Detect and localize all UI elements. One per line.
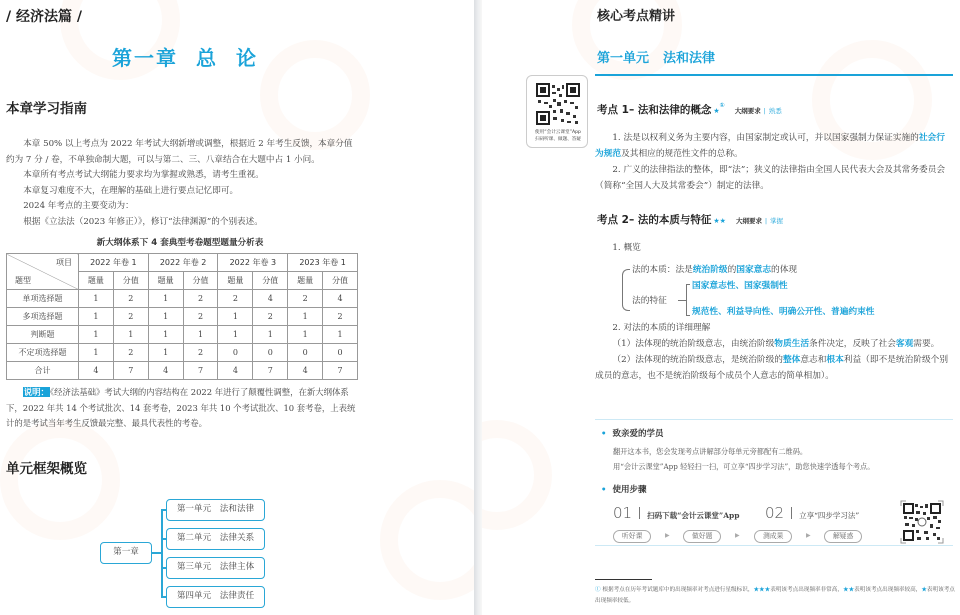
pill-listen[interactable]: 听好课 (613, 530, 651, 543)
arrow-right-icon: ▶ (806, 532, 811, 539)
kp2-heading: 考点 2– 法的本质与特征 ★★ 大纲要求 | 掌握 (597, 214, 783, 226)
table-row: 多项选择题 1 2 1 2 1 2 1 2 (7, 308, 358, 326)
kp1-paragraph-2: 2. 广义的法律指法的整体，即“法”；狭义的法律指由全国人民代表大会及其常务委员会（简称“全国人大及其常委会”）制定的法律。 (595, 165, 946, 191)
kp2-overview-label: 1. 概览 (612, 243, 641, 253)
kp1-body (595, 130, 953, 194)
guide-text (6, 137, 360, 231)
features-label: 法的特征 (632, 296, 667, 306)
note-text: 《经济法基础》考试大纲的内容结构在 2022 年进行了颠覆性调整，在新大纲体系下，2022 年共 14 个考试批次、14 套考卷，2023 年共 10 个考试批次、10 套考卷，上表统计的是考试当年考生反馈最完整、最具代表性的考卷。 (6, 387, 356, 428)
table-row: 判断题 1 1 1 1 1 1 1 1 (7, 326, 358, 344)
pill-practice[interactable]: 做好题 (683, 530, 721, 543)
group-header: 2022 年卷 3 (218, 254, 288, 272)
subheader-count: 题量 (148, 272, 183, 290)
chapter-name-char1: 总 (196, 46, 218, 70)
mindmap-unit-4[interactable]: 第四单元 法律责任 (166, 586, 265, 608)
guide-paragraph: 2024 年考点的主要变动为： (23, 201, 134, 212)
kp1-title: 考点 1– 法和法律的概念 (597, 104, 712, 116)
detail-paragraph-2: （2）法体现的统治阶级意志，是统治阶级的整体意志和根本利益（即不是统治阶级个别成员的意志，也不是统治阶级每个成员个人意志的简单相加）。 (595, 355, 949, 381)
chapter-title (112, 42, 276, 71)
star-icon: ★★ (713, 217, 726, 225)
subheader-count: 题量 (288, 272, 323, 290)
footnote-ref[interactable]: ① (719, 102, 725, 109)
step-2: 02 立享“四步学习法” (765, 504, 860, 522)
note-label: 说明： (23, 387, 49, 397)
subheader-score: 分值 (113, 272, 148, 290)
chapter-number: 第一章 (112, 46, 178, 70)
detail-paragraph-1: （1）法体现的统治阶级意志，由统治阶级物质生活条件决定，反映了社会客观需要。 (612, 339, 940, 349)
kp2-overview-tree (622, 255, 942, 317)
three-star-icon: ★★★ (753, 587, 771, 593)
pill-test[interactable]: 测成果 (754, 530, 792, 543)
syllabus-req-label: 大纲要求 (734, 107, 761, 115)
guide-paragraph: 本章复习难度不大，在理解的基础上进行要点记忆即可。 (23, 185, 239, 196)
feature-1: 国家意志性、国家强制性 (692, 281, 788, 291)
kp1-paragraph-1: 1. 法是以权利义务为主要内容，由国家制定或认可，并以国家强制力保证实施的社会行为规范及其相应的规范性文件的总称。 (595, 133, 945, 159)
syllabus-req-value: 掌握 (769, 217, 783, 225)
qr-code-icon[interactable] (535, 82, 581, 126)
table-corner-header: 项目 题型 (7, 254, 79, 290)
qr-caption: 使用“会计云课堂”App 扫码听课、做题、答疑 (535, 130, 581, 142)
guide-paragraph: 本章所有考点考试大纲能力要求均为掌握或熟悉，请考生重视。 (23, 170, 264, 181)
unit-number: 第一单元 (597, 51, 650, 66)
footnote-divider (595, 579, 652, 580)
step-1: 01 扫码下载“会计云课堂”App (613, 504, 740, 522)
mindmap-unit-2[interactable]: 第二单元 法律关系 (166, 528, 265, 550)
group-header: 2022 年卷 2 (148, 254, 218, 272)
arrow-right-icon: ▶ (735, 532, 740, 539)
section-breadcrumb: / 经济法篇 / (6, 9, 82, 25)
subheader-score: 分值 (253, 272, 288, 290)
study-heading-1: • 致亲爱的学员 (601, 427, 663, 439)
study-line-2: 用“会计云课堂”App 轻轻扫一扫，可立享“四步学习法”，助您快速学透每个考点。 (613, 462, 875, 471)
footnote: ① 根据考点在历年考试题库中的出现频率对考点进行星级标识，★★★表明该考点出现频率非常高，★★表明该考点出现频率较高，★表明该考点出现频率较低。 (595, 587, 955, 604)
arrow-right-icon: ▶ (665, 532, 670, 539)
table-caption: 新大纲体系下 4 套典型考卷题型题量分析表 (96, 238, 264, 248)
one-star-icon: ★ (921, 587, 927, 593)
feature-2: 规范性、利益导向性、明确公开性、普遍约束性 (692, 307, 875, 317)
pill-qa[interactable]: 解疑惑 (824, 530, 862, 543)
qr-card[interactable] (526, 75, 588, 148)
syllabus-req-label: 大纲要求 (735, 217, 762, 225)
right-page (482, 0, 960, 615)
syllabus-req-value: 熟悉 (768, 107, 782, 115)
unit-name: 法和法律 (663, 51, 716, 66)
table-note (6, 385, 360, 432)
footnote-mark: ① (595, 587, 601, 593)
kp2-title: 考点 2– 法的本质与特征 (597, 214, 712, 226)
page-gutter (474, 0, 482, 615)
framework-heading: 单元框架概览 (6, 461, 87, 477)
study-line-1: 翻开这本书，您会发现考点讲解部分每单元旁都配有二维码。 (613, 447, 808, 456)
question-analysis-table (6, 253, 358, 380)
table-row: 不定项选择题 1 2 1 2 0 0 0 0 (7, 344, 358, 362)
left-page (0, 0, 474, 615)
unit-divider (595, 74, 953, 76)
star-icon: ★ (713, 107, 720, 115)
kp1-heading: 考点 1– 法和法律的概念 ★①大纲要求 | 熟悉 (597, 102, 782, 116)
table-row-total: 合计 4 7 4 7 4 7 4 7 (7, 362, 358, 380)
study-heading-2: • 使用步骤 (601, 483, 646, 495)
study-instructions-box (595, 419, 953, 546)
highlight-term: 社会行为规范 (595, 133, 945, 159)
mindmap-unit-3[interactable]: 第三单元 法律主体 (166, 557, 265, 579)
subheader-score: 分值 (183, 272, 218, 290)
kp2-detail: 2. 对法的本质的详细理解 （1）法体现的统治阶级意志，由统治阶级物质生活条件决定，反映了社会客观需要。 （2）法体现的统治阶级意志，是统治阶级的整体意志和根本利益（即不是统治阶级个别成员的意志，也不是统治阶级每个成员个人意志的简单相加）。 (595, 320, 953, 384)
subheader-count: 题量 (218, 272, 253, 290)
mindmap-root: 第一章 (100, 542, 152, 564)
table-row: 单项选择题 1 2 1 2 2 4 2 4 (7, 290, 358, 308)
essence-line: 法的本质：法是统治阶级的国家意志的体现 (632, 265, 798, 275)
two-star-icon: ★★ (842, 587, 855, 593)
table-header-row (7, 254, 358, 272)
subheader-count: 题量 (79, 272, 114, 290)
group-header: 2022 年卷 1 (79, 254, 149, 272)
app-qr-code-icon[interactable] (900, 500, 944, 544)
guide-paragraph: 根据《立法法（2023 年修正）》，修订“法律渊源”的个别表述。 (23, 216, 263, 227)
chapter-name-char2: 论 (236, 46, 258, 70)
mindmap-unit-1[interactable]: 第一单元 法和法律 (166, 499, 265, 521)
unit-title (597, 47, 715, 66)
subheader-score: 分值 (323, 272, 358, 290)
guide-heading: 本章学习指南 (6, 101, 87, 117)
page-title: 核心考点精讲 (597, 9, 676, 24)
guide-paragraph: 本章 50% 以上考点为 2022 年考试大纲新增或调整，根据近 2 年考生反馈，本章分值约为 7 分 / 卷，不单独命制大题，可以与第二、三、八章结合在大题中占 1 小问。 (6, 139, 353, 165)
group-header: 2023 年卷 1 (288, 254, 358, 272)
